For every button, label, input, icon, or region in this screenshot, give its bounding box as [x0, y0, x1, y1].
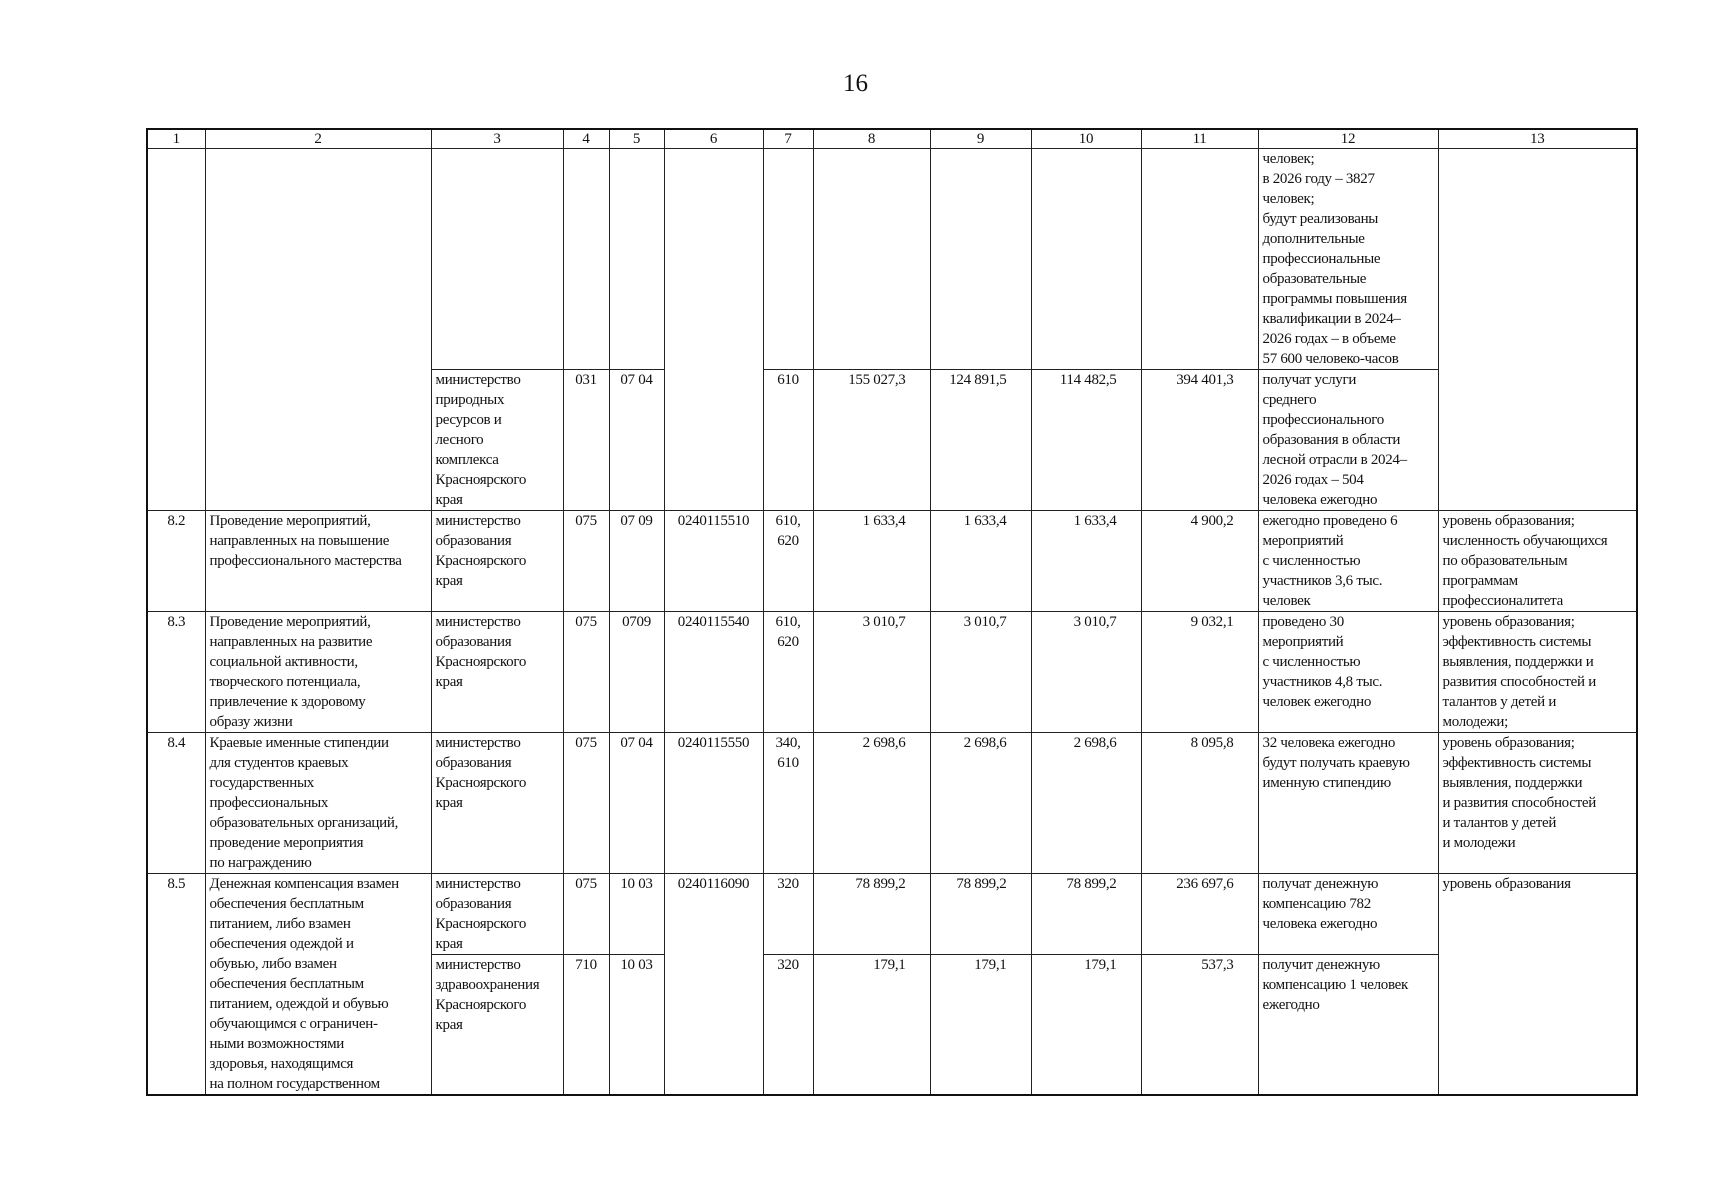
- table-row: [147, 511, 1637, 612]
- executor-cell: [431, 149, 563, 370]
- expected-result-cell: получат денежную компенсацию 782 человека ежегодно: [1258, 874, 1438, 955]
- year2-cell: 2 698,6: [930, 733, 1031, 874]
- expected-result-cell: человек; в 2026 году – 3827 человек; будут реализованы дополнительные профессиональные образовательные программы повышения квалификации в 2024– 2026 годах – в объеме 57 600 человеко-часов: [1258, 149, 1438, 370]
- total-cell: [1141, 149, 1258, 370]
- column-number-header-row: [147, 129, 1637, 149]
- year3-cell: 114 482,5: [1031, 370, 1141, 511]
- indicator-cell: уровень образования; эффективность системы выявления, поддержки и развития способностей и талантов у детей и молодежи: [1438, 733, 1637, 874]
- year2-cell: 78 899,2: [930, 874, 1031, 955]
- executor-cell: министерство образования Красноярского края: [431, 874, 563, 955]
- rzpr-cell: 10 03: [609, 874, 664, 955]
- activity-name-cell: [205, 149, 431, 511]
- executor-cell: министерство здравоохранения Красноярского края: [431, 955, 563, 1095]
- year1-cell: 1 633,4: [813, 511, 930, 612]
- executor-cell: министерство образования Красноярского края: [431, 733, 563, 874]
- vr-cell: 610: [763, 370, 813, 511]
- column-header: 3: [431, 129, 563, 149]
- activity-name-cell: Проведение мероприятий, направленных на развитие социальной активности, творческого потенциала, привлечение к здоровому образу жизни: [205, 612, 431, 733]
- total-cell: 8 095,8: [1141, 733, 1258, 874]
- csr-cell: 0240115550: [664, 733, 763, 874]
- year3-cell: 78 899,2: [1031, 874, 1141, 955]
- column-header: 7: [763, 129, 813, 149]
- table-row: [147, 874, 1637, 955]
- executor-cell: министерство образования Красноярского края: [431, 511, 563, 612]
- expected-result-cell: 32 человека ежегодно будут получать краевую именную стипендию: [1258, 733, 1438, 874]
- total-cell: 236 697,6: [1141, 874, 1258, 955]
- rzpr-cell: [609, 149, 664, 370]
- vr-cell: 320: [763, 874, 813, 955]
- row-number-cell: [147, 149, 205, 511]
- activity-name-cell: Проведение мероприятий, направленных на повышение профессионального мастерства: [205, 511, 431, 612]
- activity-name-cell: Денежная компенсация взамен обеспечения бесплатным питанием, либо взамен обеспечения одеждой и обувью, либо взамен обеспечения бесплатным питанием, одеждой и обувью обучающимся с ограничен- ными возможностями здоровья, находящимся на полном государственном: [205, 874, 431, 1096]
- page-number: 16: [843, 70, 868, 97]
- csr-cell: 0240115540: [664, 612, 763, 733]
- total-cell: 4 900,2: [1141, 511, 1258, 612]
- csr-cell: [664, 149, 763, 511]
- year3-cell: 3 010,7: [1031, 612, 1141, 733]
- row-number-cell: 8.5: [147, 874, 205, 1096]
- column-header: 10: [1031, 129, 1141, 149]
- column-header: 2: [205, 129, 431, 149]
- grbs-cell: [563, 149, 609, 370]
- year3-cell: 1 633,4: [1031, 511, 1141, 612]
- csr-cell: 0240116090: [664, 874, 763, 1096]
- grbs-cell: 075: [563, 733, 609, 874]
- activity-name-cell: Краевые именные стипендии для студентов краевых государственных профессиональных образовательных организаций, проведение мероприятия по награждению: [205, 733, 431, 874]
- grbs-cell: 075: [563, 874, 609, 955]
- year3-cell: 179,1: [1031, 955, 1141, 1095]
- total-cell: 537,3: [1141, 955, 1258, 1095]
- row-number-cell: 8.3: [147, 612, 205, 733]
- column-header: 11: [1141, 129, 1258, 149]
- vr-cell: 610, 620: [763, 612, 813, 733]
- column-header: 5: [609, 129, 664, 149]
- year2-cell: 179,1: [930, 955, 1031, 1095]
- year3-cell: [1031, 149, 1141, 370]
- table-row: [147, 733, 1637, 874]
- column-header: 12: [1258, 129, 1438, 149]
- year1-cell: 2 698,6: [813, 733, 930, 874]
- grbs-cell: 710: [563, 955, 609, 1095]
- year3-cell: 2 698,6: [1031, 733, 1141, 874]
- expected-result-cell: ежегодно проведено 6 мероприятий с численностью участников 3,6 тыс. человек: [1258, 511, 1438, 612]
- rzpr-cell: 10 03: [609, 955, 664, 1095]
- expected-result-cell: получат услуги среднего профессионального образования в области лесной отрасли в 2024– 2026 годах – 504 человека ежегодно: [1258, 370, 1438, 511]
- indicator-cell: [1438, 149, 1637, 511]
- expected-result-cell: получит денежную компенсацию 1 человек ежегодно: [1258, 955, 1438, 1095]
- indicator-cell: уровень образования: [1438, 874, 1637, 1096]
- column-header: 13: [1438, 129, 1637, 149]
- year2-cell: 1 633,4: [930, 511, 1031, 612]
- total-cell: 394 401,3: [1141, 370, 1258, 511]
- year1-cell: 179,1: [813, 955, 930, 1095]
- grbs-cell: 075: [563, 511, 609, 612]
- indicator-cell: уровень образования; численность обучающихся по образовательным программам профессионалитета: [1438, 511, 1637, 612]
- rzpr-cell: 07 04: [609, 370, 664, 511]
- year1-cell: 3 010,7: [813, 612, 930, 733]
- grbs-cell: 075: [563, 612, 609, 733]
- row-number-cell: 8.4: [147, 733, 205, 874]
- vr-cell: 340, 610: [763, 733, 813, 874]
- vr-cell: 610, 620: [763, 511, 813, 612]
- year2-cell: [930, 149, 1031, 370]
- column-header: 9: [930, 129, 1031, 149]
- year2-cell: 124 891,5: [930, 370, 1031, 511]
- column-header: 6: [664, 129, 763, 149]
- rzpr-cell: 07 04: [609, 733, 664, 874]
- rzpr-cell: 0709: [609, 612, 664, 733]
- indicator-cell: уровень образования; эффективность системы выявления, поддержки и развития способностей и талантов у детей и молодежи;: [1438, 612, 1637, 733]
- column-header: 1: [147, 129, 205, 149]
- year1-cell: 155 027,3: [813, 370, 930, 511]
- rzpr-cell: 07 09: [609, 511, 664, 612]
- grbs-cell: 031: [563, 370, 609, 511]
- table-row: [147, 612, 1637, 733]
- csr-cell: 0240115510: [664, 511, 763, 612]
- row-number-cell: 8.2: [147, 511, 205, 612]
- executor-cell: министерство образования Красноярского края: [431, 612, 563, 733]
- expected-result-cell: проведено 30 мероприятий с численностью участников 4,8 тыс. человек ежегодно: [1258, 612, 1438, 733]
- column-header: 8: [813, 129, 930, 149]
- program-activities-table: [146, 128, 1638, 1096]
- vr-cell: [763, 149, 813, 370]
- year1-cell: 78 899,2: [813, 874, 930, 955]
- year1-cell: [813, 149, 930, 370]
- vr-cell: 320: [763, 955, 813, 1095]
- executor-cell: министерство природных ресурсов и лесного комплекса Красноярского края: [431, 370, 563, 511]
- total-cell: 9 032,1: [1141, 612, 1258, 733]
- table-row: [147, 149, 1637, 370]
- year2-cell: 3 010,7: [930, 612, 1031, 733]
- column-header: 4: [563, 129, 609, 149]
